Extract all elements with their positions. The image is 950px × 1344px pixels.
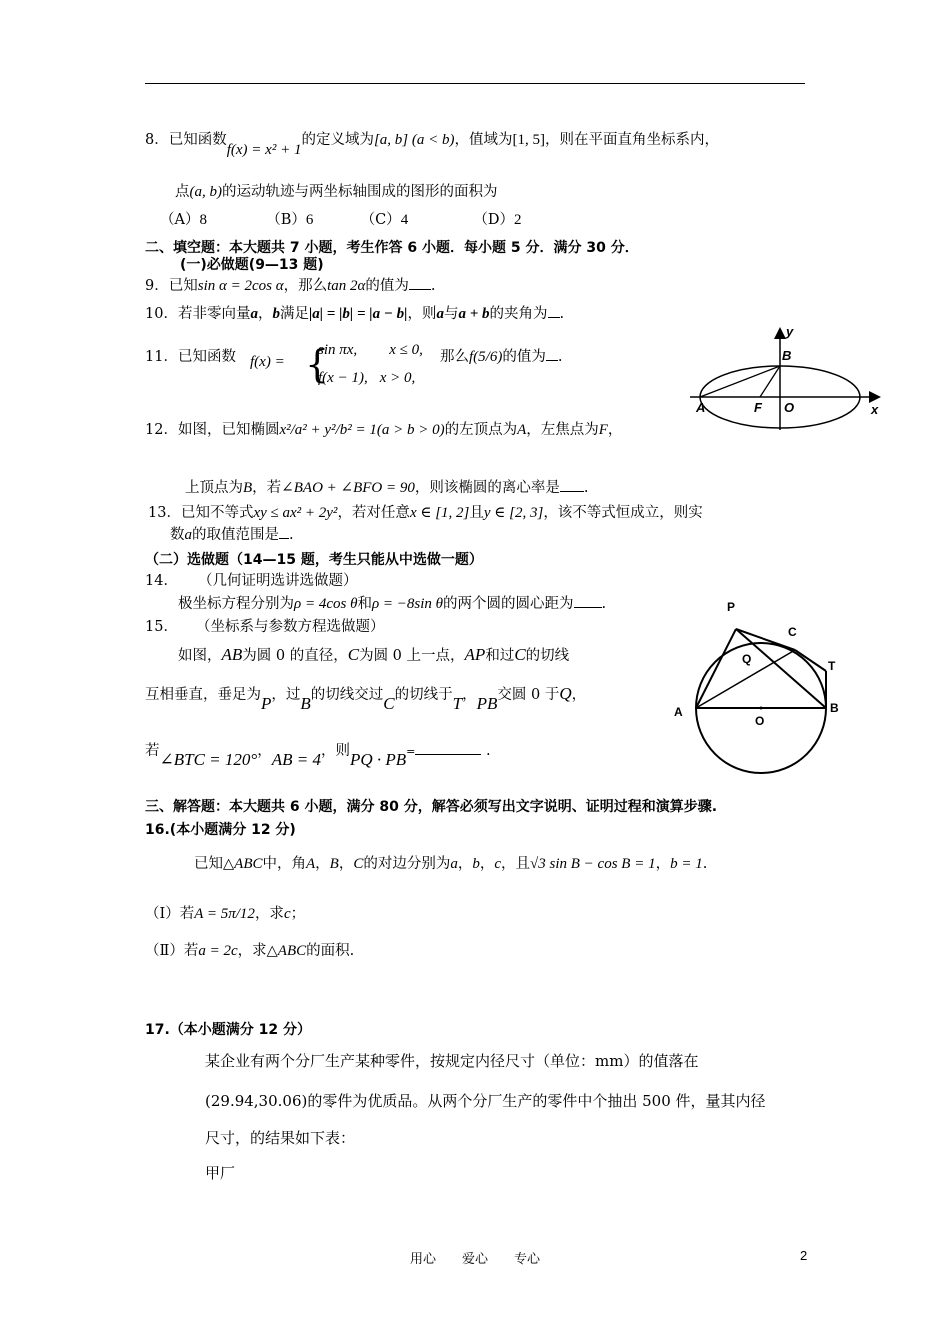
q14-head: 14． （几何证明选讲选做题） [145,573,358,589]
center-dot [760,707,763,710]
ellipse-label-f: F [754,400,762,415]
ellipse-label-x: x [871,402,879,417]
q17-line2: (29.94,30.06)的零件为优质品。从两个分厂生产的零件中个抽出 500 件，量其内径 [205,1092,766,1110]
q16-head: 16.(本小题满分 12 分) [145,822,296,838]
q17-line4: 甲厂 [205,1164,236,1182]
page-footer: 用心 爱心 专心 [409,1252,540,1267]
q15-head: 15． （坐标系与参数方程选做题） [145,619,385,635]
q11-brace: { [305,342,330,386]
q8-options [160,210,522,230]
q8-option-d: （D）2 [473,212,522,228]
q16-part1: （Ⅰ）若A = 5π/12，求c； [145,906,306,922]
q17-line1: 某企业有两个分厂生产某种零件，按规定内径尺寸（单位：mm）的值落在 [205,1052,699,1070]
circle-label-t: T [828,659,836,673]
q8-option-a: （A）8 [160,212,207,228]
q14-body: 极坐标方程分别为ρ = 4cos θ和ρ = −8sin θ的两个圆的圆心距为 . [178,596,607,612]
q15-line2: 互相垂直，垂足为P，过B的切线交过C的切线于T，PB交圆 0 于Q， [145,684,587,713]
circle-label-b: B [830,701,839,715]
q15-line1: 如图，AB为圆 0 的直径，C为圆 0 上一点，AP和过C的切线 [178,645,570,664]
ellipse-label-a: A [696,400,706,415]
q12-line2: 上顶点为B，若∠BAO + ∠BFO = 90，则该椭圆的离心率是 . [185,480,589,496]
section-3-title: 三、解答题：本大题共 6 小题，满分 80 分，解答必须写出文字说明、证明过程和演算步骤. [145,799,718,815]
circle-label-o: O [755,714,765,728]
q9: 9．已知sin α = 2cos α，那么tan 2α的值为 . [145,278,436,294]
q8-line1: 8．已知函数f(x) = x² + 1的定义域为[a, b] (a < b)，值域为[1, 5]，则在平面直角坐标系内， [145,132,719,158]
ellipse-label-y: y [786,324,794,339]
section-2-sub2: （二）选做题（14—15 题，考生只能从中选做一题） [145,552,483,568]
page-number: 2 [800,1248,808,1263]
q11-case2: f(x − 1), x > 0, [318,370,416,386]
q8-option-c: （C）4 [360,212,409,228]
section-2-title: 二、填空题：本大题共 7 小题，考生作答 6 小题．每小题 5 分．满分 30 分． [145,240,639,256]
q8-line2: 点(a, b)的运动轨迹与两坐标轴围成的图形的面积为 [175,184,498,200]
q10: 10．若非零向量a，b满足|a| = |b| = |a − b|，则a与a + b的夹角为 . [145,306,565,322]
q17-head: 17.（本小题满分 12 分） [145,1022,312,1038]
tangent-pc [736,629,795,650]
circle-label-q: Q [742,652,752,666]
q11-number: 11．已知函数 [145,349,236,365]
ellipse-label-b: B [782,348,792,363]
circle-label-p: P [727,600,736,614]
q13-line2: 数a的取值范围是 . [170,527,294,543]
q15-line3: 若∠BTC = 120°，AB = 4，则PQ · PB= . [145,743,491,769]
q16-line1: 已知△ABC中，角A，B，C的对边分别为a，b，c，且√3 sin B − cos B = 1，b = 1. [194,856,708,872]
q17-line3: 尺寸，的结果如下表： [205,1129,356,1147]
circle-label-c: C [788,625,797,639]
q11-fx: f(x) = [250,354,285,370]
header-rule [145,83,805,84]
tangent-ct [795,650,826,671]
q12-line1: 12．如图，已知椭圆x²/a² + y²/b² = 1(a > b > 0)的左顶点为A，左焦点为F， [145,422,623,438]
circle-figure [668,598,853,778]
q16-part2: （Ⅱ）若a = 2c，求△ABC的面积. [145,943,355,959]
ellipse-label-o: O [784,400,795,415]
q13-line1: 13．已知不等式xy ≤ ax² + 2y²，若对任意x ∈ [1, 2]且y ∈ [2, 3]，该不等式恒成立，则实 [148,505,703,521]
circle-label-a: A [674,705,683,719]
q8-option-b: （B）6 [266,212,314,228]
ellipse-figure [690,322,890,432]
segment-fb [760,366,780,397]
q11-tail: 那么f(5/6)的值为 . [440,349,563,365]
section-2-sub1: (一)必做题(9—13 题) [180,257,324,273]
q11-case1: sin πx, x ≤ 0, [318,342,423,358]
